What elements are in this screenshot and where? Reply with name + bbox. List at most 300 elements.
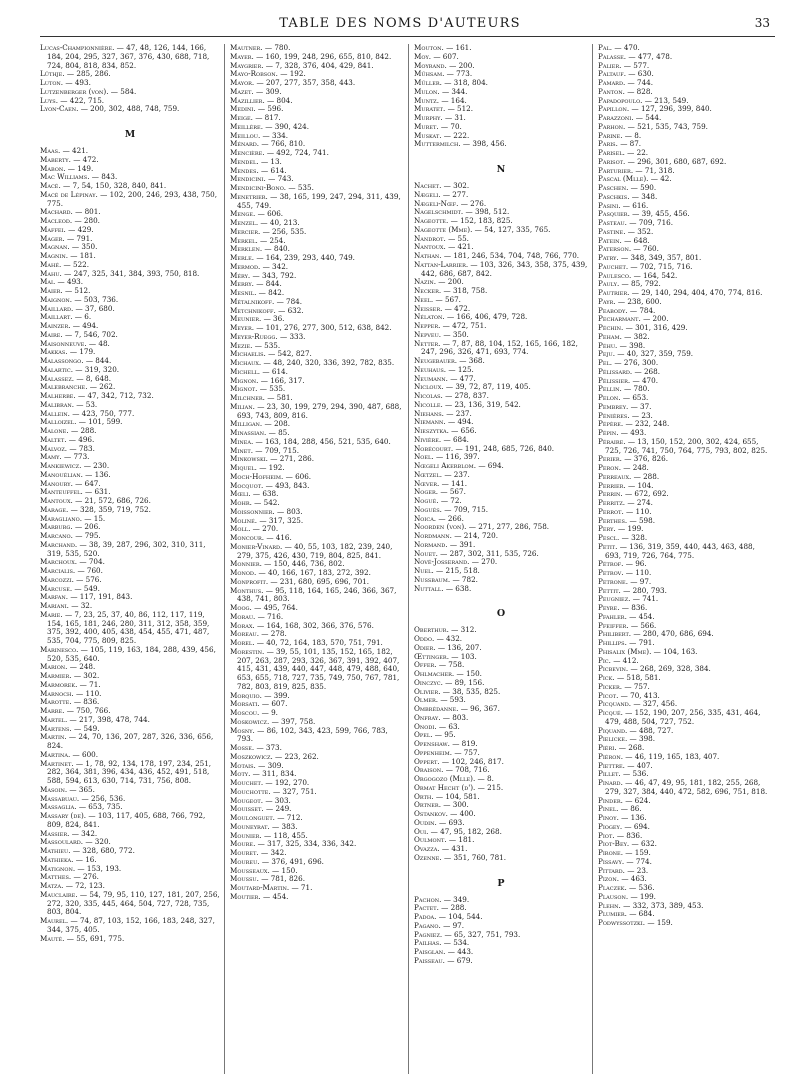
author-entry: Marage. — 328, 359, 719, 752. [40, 504, 151, 514]
author-entry: Podwyssotzki. — 159. [598, 918, 673, 927]
author-entry: Malherbe. — 47, 342, 712, 732. [40, 391, 154, 400]
author-entry: Nepveu. — 350. [414, 329, 469, 339]
author-entry: Magnan. — 350. [40, 242, 98, 252]
author-entry: Pinoy. — 136. [598, 813, 647, 822]
author-entry: Marmier. — 302. [40, 671, 100, 680]
author-entry: Nathan. — 181, 246, 534, 704, 748, 766, 770. [414, 251, 580, 260]
author-entry: Maillart. — 6. [40, 312, 92, 322]
author-entry: Mouchotte. — 327, 751. [230, 786, 317, 796]
author-entry: Petrone. — 97. [598, 576, 652, 586]
author-entry: Moskowicz. — 397, 758. [230, 716, 316, 726]
author-entry: Pélissier. — 470. [598, 375, 658, 385]
author-entry: Pauchet. — 702, 715, 716. [598, 261, 693, 271]
author-entry: Massier. — 342. [40, 828, 98, 838]
author-entry: Pirone. — 159. [598, 848, 651, 857]
section-letter-heading: P [497, 877, 505, 889]
author-entry: Müller. — 318, 804. [414, 78, 488, 87]
author-entry: Matignon. — 153, 193. [40, 863, 122, 873]
author-entry: Milchner. — 581. [230, 393, 293, 402]
author-entry: Malassongo. — 844. [40, 356, 112, 365]
author-entry: Perier. — 376, 826. [598, 454, 668, 464]
author-entry: Monier-Vinard. — 40, 55, 103, 182, 239, 240, 279, 375, 426, 430, 719, 804, 825, 841. [230, 541, 393, 560]
author-entry: Pénières. — 23. [598, 410, 653, 420]
author-entry: Nobécourt. — 191, 248, 685, 726, 840. [414, 443, 555, 453]
author-entry: Ovazza. — 431. [414, 844, 468, 853]
author-entry: Mac Williams. — 843. [40, 172, 118, 182]
author-entry: Nussbaum. — 782. [414, 574, 478, 584]
author-entry: Martinet. — 1, 78, 92, 134, 178, 197, 234, 251, 282, 364, 381, 396, 434, 436, 452, 491, 518, 588, 594, 613, 630, 714, 731, 756, 808. [40, 758, 212, 785]
author-entry: Peyre. — 836. [598, 603, 648, 612]
author-entry: Mendicini. — 743. [230, 174, 294, 184]
author-entry: Plauson. — 199. [598, 891, 656, 901]
author-entry: Menzel. — 40, 213. [230, 218, 300, 227]
author-entry: Mougeot. — 303. [230, 795, 291, 805]
author-entry: Maas. — 421. [40, 146, 89, 155]
author-entry: Nordmann. — 214, 720. [414, 531, 498, 540]
author-entry: Massary (de). — 103, 117, 405, 688, 766, 792, 809, 824, 841. [40, 811, 206, 829]
author-entry: Papillon. — 127, 296, 399, 840. [598, 104, 712, 114]
author-entry: Payr. — 238, 600. [598, 296, 662, 306]
author-entry: Medini. — 596. [230, 104, 284, 114]
author-entry: Ostankov. — 400. [414, 809, 476, 818]
author-entry: Machard. — 801. [40, 207, 101, 217]
author-entry: Mazillier. — 804. [230, 95, 293, 105]
author-entry: Menge. — 606. [230, 209, 284, 219]
author-entry: Piot-Bey. — 632. [598, 839, 657, 849]
author-entry: Neisser. — 472. [414, 303, 471, 313]
author-entry: Parisel. — 22. [598, 148, 649, 157]
author-entry: Lucas-Championnière. — 47, 48, 126, 144, 166, 184, 204, 295, 327, 367, 376, 430, 688, 718, 724, 804, 818, 834, 852. [40, 44, 210, 70]
author-entry: Manouélian. — 136. [40, 469, 111, 479]
author-entry: Noger. — 567. [414, 487, 466, 497]
author-entry: Moty. — 311, 834. [230, 769, 297, 779]
author-entry: Marchand. — 38, 39, 287, 296, 302, 310, 311, 319, 535, 520. [40, 539, 206, 558]
author-entry: Mendicini-Bono. — 535. [230, 183, 314, 192]
author-entry: Morestin. — 39, 55, 101, 135, 152, 165, 182, 207, 263, 287, 293, 326, 367, 391, 392, 407, 415, 431, 439, 440, 447, 448, 479, 488, 640, 653, 655, 718, 727, 735, 749, 750, 767, 781, 782, 803, 819, 825, 835. [230, 646, 400, 691]
author-entry: Morax. — 164, 168, 302, 366, 376, 576. [230, 620, 374, 630]
author-entry: Pissavy. — 774. [598, 856, 652, 866]
author-entry: Mariani. — 32. [40, 601, 93, 610]
author-entry: Morau. — 716. [230, 611, 284, 621]
author-entry: Mosse. — 373. [230, 743, 282, 752]
author-entry: Nantoux. — 421. [414, 242, 474, 252]
author-entry: Luys. — 422, 715. [40, 95, 105, 105]
author-entry: Mauté. — 55, 691, 775. [40, 933, 125, 943]
author-entry: Paulesco. — 164, 542. [598, 270, 678, 280]
author-entry: Mouret. — 342. [230, 848, 287, 857]
author-entry: Pettit. — 280, 793. [598, 585, 667, 595]
author-entry: Malassez. — 8, 648. [40, 373, 111, 383]
author-entry: Manoury. — 647. [40, 478, 101, 488]
author-entry: Oinczyc. — 89, 156. [414, 677, 485, 687]
author-entry: Nattan-Larrier. — 103, 326, 343, 358, 375, 439, 442, 686, 687, 842. [414, 259, 588, 278]
author-entry: Peabody. — 784. [598, 305, 656, 315]
author-entry: Mankiewicz. — 230. [40, 461, 110, 470]
author-entry: Moscou. — 9. [230, 708, 278, 717]
author-entry: Picot. — 70, 413. [598, 690, 660, 700]
author-entry: Peham. — 382. [598, 331, 650, 341]
author-entry: Pastine. — 352. [598, 226, 654, 236]
author-entry: Miquel. — 192. [230, 463, 285, 472]
author-entry: Mosny. — 86, 102, 343, 423, 599, 766, 783, 793. [230, 725, 388, 744]
author-entry: Peugniez. — 741. [598, 594, 659, 604]
author-entry: Maier. — 512. [40, 286, 91, 295]
author-entry: Matza. — 72, 123. [40, 881, 105, 890]
author-entry: Nogués. — 709, 715. [414, 504, 489, 514]
author-entry: Necker. — 318, 758. [414, 286, 488, 295]
author-entry: Mathieka. — 16. [40, 854, 97, 864]
author-entry: Meyer-Ruegg. — 333. [230, 331, 306, 341]
author-entry: Pailhas. — 534. [414, 938, 470, 948]
author-entry: Moussu. — 781, 826. [230, 874, 305, 884]
author-entry: Pétrof. — 96. [598, 559, 647, 569]
author-entry: Moszkowicz. — 223, 262. [230, 751, 319, 761]
author-entry: Olmer. — 593. [414, 695, 466, 705]
author-entry: Makkas. — 179. [40, 347, 96, 357]
author-entry: Paschkis. — 348. [598, 191, 658, 201]
author-entry: Moulonguet. — 712. [230, 813, 303, 822]
author-entry: Malebranche. — 262. [40, 382, 116, 392]
author-entry: Phillips. — 791. [598, 638, 655, 647]
author-entry: Picqué. — 152, 190, 207, 256, 335, 431, 464, 479, 488, 504, 727, 752. [598, 708, 761, 726]
author-entry: Petit. — 136, 319, 359, 440, 443, 463, 488, 693, 719, 726, 764, 775. [598, 541, 755, 560]
author-entry: Paisglan. — 443. [414, 947, 474, 956]
author-entry: Nægeli. — 277. [414, 189, 469, 199]
page-title: TABLE DES NOMS D'AUTEURS [279, 16, 521, 31]
author-entry: Michell. — 614. [230, 366, 288, 376]
author-entry: Pautrier. — 29, 140, 294, 404, 470, 774, 816. [598, 288, 763, 297]
author-entry: Massabuau. — 256, 536. [40, 793, 126, 803]
author-entry: Padoa. — 104, 544. [414, 912, 483, 921]
author-entry: Noorden (von). — 271, 277, 286, 758. [414, 522, 550, 532]
author-entry: Ménard. — 766, 810. [230, 139, 306, 149]
author-entry: Mignot. — 535. [230, 384, 286, 394]
author-entry: Macé. — 7, 54, 150, 328, 840, 841. [40, 181, 167, 190]
author-entry: Mager. — 791. [40, 233, 93, 243]
author-entry: Marotte. — 836. [40, 697, 100, 707]
author-entry: Morsati. — 607. [230, 699, 288, 709]
author-entry: Marcozzi. — 576. [40, 574, 102, 584]
author-entry: Mabon. — 149. [40, 163, 94, 173]
author-entry: Mouisset. — 249. [230, 804, 292, 814]
author-entry: Peju. — 40, 327, 359, 759. [598, 349, 694, 359]
author-entry: Perrier. — 104. [598, 480, 654, 490]
author-entry: Parazzoni. — 544. [598, 113, 662, 122]
author-entry: Merklen. — 840. [230, 244, 290, 254]
author-entry: Macleod. — 280. [40, 216, 100, 225]
author-entry: Meyer. — 101, 276, 277, 300, 512, 638, 842. [230, 323, 392, 332]
author-entry: Marcuse. — 549. [40, 583, 100, 593]
author-entry: Marnoch. — 110. [40, 688, 102, 698]
author-entry: Pery. — 199. [598, 524, 644, 534]
author-entry: Maffei. — 429. [40, 224, 94, 234]
author-entry: Mesnil. — 842. [230, 288, 285, 297]
author-entry: Mœli. — 638. [230, 489, 279, 499]
author-entry: Pactet. — 288. [414, 903, 467, 913]
author-entry: Ormat Hecht (d'). — 215. [414, 782, 504, 792]
author-entry: Paterson. — 760. [598, 244, 659, 254]
author-entry: Masoin. — 365. [40, 784, 95, 794]
author-entry: Mathieu. — 328, 680, 772. [40, 846, 135, 855]
author-entry: Niemann. — 494. [414, 417, 474, 427]
author-entry: Pinder. — 624. [598, 795, 651, 805]
author-entry: Méry. — 343, 792. [230, 270, 297, 280]
author-entry: Mousseaux. — 150. [230, 865, 298, 875]
author-entry: Mainzer. — 494. [40, 321, 99, 330]
author-entry: Nageotte (Mme). — 54, 127, 335, 765. [414, 224, 551, 234]
author-entry: Magnin. — 181. [40, 251, 96, 260]
author-entry: Nœgeli Akerblom. — 694. [414, 461, 504, 470]
author-entry: Nové-Josserand. — 270. [414, 557, 498, 567]
author-entry: Oudin. — 693. [414, 817, 465, 827]
author-entry: Philibert. — 280, 470, 686, 694. [598, 629, 714, 639]
author-entry: Maillard. — 37, 680. [40, 303, 115, 313]
author-entry: Onodi. — 63. [414, 721, 460, 731]
author-entry: Pick. — 518, 581. [598, 673, 661, 682]
author-entry: Motais. — 309. [230, 760, 284, 770]
author-entry: Pasini. — 616. [598, 200, 649, 210]
author-entry: Matthes. — 276. [40, 872, 99, 882]
author-entry: Oddo. — 432. [414, 634, 463, 643]
author-entry: Pizon. — 463. [598, 874, 647, 884]
author-entry: Pascal (Mlle). — 42. [598, 174, 672, 184]
author-entry: Mercier. — 256, 535. [230, 226, 307, 236]
author-entry: Moyrand. — 200. [414, 60, 475, 70]
author-entry: Péraire. — 13, 150, 152, 200, 302, 424, 655, 725, 726, 741, 750, 764, 775, 793, 802, 825. [598, 436, 768, 455]
author-entry: Parisot. — 296, 301, 680, 687, 692. [598, 156, 727, 166]
author-entry: Mouneyrat. — 383. [230, 821, 298, 831]
author-entry: Métalnikoff. — 784. [230, 296, 303, 306]
author-entry: Picquand. — 327, 456. [598, 699, 678, 709]
author-entry: Moreau. — 278. [230, 629, 287, 639]
author-entry: Milian. — 23, 30, 199, 279, 294, 390, 487, 688, 693, 743, 809, 816. [230, 401, 402, 420]
author-entry: Pittard. — 23. [598, 865, 649, 875]
author-entry: Massoulard. — 320. [40, 837, 111, 847]
author-entry: Malone. — 288. [40, 426, 97, 435]
author-entry: Ohlmacher. — 150. [414, 669, 482, 678]
author-entry: Marburg. — 206. [40, 522, 101, 532]
author-entry: Massaglia. — 653, 735. [40, 802, 123, 812]
author-entry: Merry. — 844. [230, 279, 282, 289]
author-entry: Morquio. — 399. [230, 690, 290, 700]
author-entry: Neumann. — 477. [414, 373, 476, 383]
author-entry: Perreaux. — 288. [598, 471, 660, 481]
author-entry: Macé de Lépinay. — 102, 200, 246, 293, 438, 750, 775. [40, 189, 218, 208]
author-entry: Pellin. — 780. [598, 384, 650, 394]
index-column [592, 44, 776, 1074]
author-entry: Nœtzel. — 237. [414, 469, 470, 479]
author-entry: Moncour. — 416. [230, 533, 292, 542]
author-entry: Michaelis. — 542, 827. [230, 349, 312, 359]
author-entry: Pépin. — 493. [598, 428, 647, 437]
author-entry: Pachon. — 349. [414, 894, 470, 904]
author-entry: Perthes. — 598. [598, 515, 655, 525]
author-entry: Monprofit. — 231, 680, 695, 696, 701. [230, 576, 370, 586]
author-entry: Ozenne. — 351, 760, 781. [414, 852, 507, 862]
author-entry: Malartic. — 319, 320. [40, 364, 120, 374]
author-entry: Marinesco. — 105, 119, 163, 184, 288, 439, 456, 520, 535, 640. [40, 644, 216, 663]
author-entry: Meillère. — 390, 424. [230, 121, 310, 131]
author-entry: Perrin. — 672, 692. [598, 489, 669, 499]
author-entry: Maignon. — 503, 736. [40, 294, 119, 304]
author-entry: Pasteau. — 709, 716. [598, 218, 674, 227]
author-entry: Oui. — 47, 95, 182, 268. [414, 826, 502, 836]
author-entry: Nageotte. — 152, 183, 825. [414, 216, 513, 225]
author-entry: Pfeiffer. — 566. [598, 620, 657, 630]
author-entry: Noel. — 116, 397. [414, 452, 480, 462]
author-entry: Nœver. — 141. [414, 478, 468, 488]
author-entry: Mayo-Robson. — 192. [230, 69, 306, 79]
author-entry: Parine. — 8. [598, 130, 642, 140]
author-entry: Minet. — 709, 715. [230, 445, 300, 455]
author-entry: Parturier. — 71, 318. [598, 165, 675, 175]
author-entry: Picbevin. — 268, 269, 328, 384. [598, 664, 711, 674]
author-entry: Lutzenberger (von). — 584. [40, 86, 137, 96]
author-entry: Niehans. — 237. [414, 408, 472, 418]
author-entry: Maberty. — 472. [40, 154, 99, 164]
author-entry: Nélaton. — 166, 406, 479, 728. [414, 312, 528, 322]
author-entry: Péchin. — 301, 316, 429. [598, 323, 688, 332]
author-entry: Pépère. — 232, 248. [598, 419, 670, 429]
author-entry: Mayor. — 207, 277, 357, 358, 443. [230, 78, 356, 87]
author-index-columns [40, 44, 776, 1074]
author-entry: Muret. — 70. [414, 121, 462, 131]
author-entry: Martel. — 217, 398, 478, 744. [40, 714, 150, 724]
author-entry: Malloizel. — 101, 599. [40, 417, 123, 427]
author-entry: Odier. — 136, 207. [414, 642, 482, 652]
author-entry: Nicloux. — 39, 72, 87, 119, 405. [414, 382, 531, 392]
author-entry: Offer. — 758. [414, 660, 465, 670]
author-entry: Meunier. — 36. [230, 314, 285, 324]
author-entry: Orth. — 104, 581. [414, 791, 480, 801]
author-entry: Merkel. — 254. [230, 235, 286, 245]
author-entry: Pel. — 276, 300. [598, 358, 659, 367]
author-entry: Mamy. — 773. [40, 452, 90, 462]
author-entry: Plumier. — 684. [598, 909, 655, 919]
author-entry: Phisalix (Mme). — 104, 163. [598, 646, 698, 656]
author-entry: Mayer. — 160, 199, 248, 296, 655, 810, 842. [230, 51, 392, 61]
author-entry: Mermod. — 342. [230, 261, 289, 271]
author-entry: Piéri. — 268. [598, 743, 645, 752]
author-entry: Oppert. — 102, 246, 817. [414, 756, 504, 766]
author-entry: Piettre. — 407. [598, 760, 653, 770]
author-entry: Nouet. — 287, 302, 311, 535, 726. [414, 548, 539, 558]
author-entry: Mouton. — 161. [414, 44, 472, 52]
author-entry: Moutier. — 454. [230, 891, 289, 901]
author-entry: Oraison. — 708, 716. [414, 765, 490, 775]
index-column [40, 44, 224, 1074]
author-entry: Moy. — 607. [414, 51, 459, 61]
author-entry: Paris. — 87. [598, 139, 642, 149]
author-entry: Olivier. — 38, 535, 825. [414, 686, 501, 696]
author-entry: Netter. — 7, 87, 88, 104, 152, 165, 166, 182, 247, 296, 326, 471, 693, 774. [414, 338, 578, 357]
author-entry: Paisseau. — 679. [414, 955, 473, 965]
author-entry: Meige. — 817. [230, 113, 281, 122]
author-entry: Mocquot. — 493, 843. [230, 480, 310, 490]
author-entry: Perritz. — 274. [598, 498, 653, 507]
author-entry: Lüthje. — 285, 286. [40, 69, 111, 79]
author-entry: Moch-Hofheim. — 606. [230, 471, 312, 481]
author-entry: Nazin. — 200. [414, 277, 464, 287]
author-entry: Moissonnier. — 803. [230, 506, 303, 516]
author-entry: Mühsam. — 773. [414, 69, 473, 79]
index-column [224, 44, 408, 1074]
author-entry: Neel. — 567. [414, 294, 461, 304]
author-entry: Merle. — 164, 239, 293, 440, 749. [230, 253, 355, 262]
author-entry: Maygrier. — 7, 328, 376, 404, 429, 841. [230, 60, 374, 70]
author-entry: Opel. — 95. [414, 730, 456, 740]
author-entry: Milligan. — 208. [230, 419, 290, 429]
author-entry: Nepper. — 472, 751. [414, 321, 487, 330]
author-entry: Mazet. — 309. [230, 86, 282, 96]
author-entry: Mendel. — 13. [230, 156, 282, 166]
author-entry: Minkowski. — 271, 286. [230, 454, 315, 464]
author-entry: Martina. — 600. [40, 749, 98, 759]
author-entry: Neuhaus. — 125. [414, 364, 474, 374]
author-entry: Mohr. — 542. [230, 498, 280, 507]
author-entry: Moliné. — 317, 325. [230, 515, 304, 525]
author-entry: Maisonneuve. — 48. [40, 338, 110, 348]
author-entry: Minassian. — 85. [230, 428, 290, 437]
author-entry: Mulon. — 344. [414, 86, 468, 96]
index-column [408, 44, 592, 1074]
author-entry: Monod. — 40, 166, 167, 183, 272, 392. [230, 568, 371, 577]
author-entry: Marre. — 750, 766. [40, 706, 111, 715]
author-entry: Maragliano. — 15. [40, 513, 106, 523]
author-entry: Œttinger. — 103. [414, 651, 477, 661]
author-entry: Pelon. — 653. [598, 393, 649, 402]
author-entry: Palier. — 577. [598, 60, 650, 70]
author-entry: Moll. — 270. [230, 524, 279, 534]
author-entry: Patein. — 648. [598, 235, 650, 245]
author-entry: Pamard. — 744. [598, 78, 654, 87]
author-entry: Pecharmant. — 200. [598, 314, 669, 324]
author-entry: Pembrey. — 37. [598, 401, 652, 411]
author-entry: Martin. — 24, 70, 136, 207, 287, 326, 336, 656, 824. [40, 732, 214, 750]
author-entry: Normand. — 391. [414, 539, 476, 549]
author-entry: Pauly. — 85, 792. [598, 279, 661, 289]
author-entry: Pielicke. — 398. [598, 734, 656, 744]
author-entry: Moutard-Martin. — 71. [230, 883, 313, 892]
author-entry: Luton. — 493. [40, 78, 91, 87]
author-entry: Monnier. — 150, 446, 736, 802. [230, 559, 345, 569]
author-entry: Mignon. — 166, 317. [230, 375, 305, 385]
author-entry: Pfahler. — 454. [598, 611, 655, 621]
author-entry: Oppenheim. — 757. [414, 747, 480, 757]
author-entry: Marfan. — 117, 191, 843. [40, 592, 133, 602]
author-entry: Muttermilch. — 398, 456. [414, 139, 507, 149]
author-entry: Muskat. — 222. [414, 130, 470, 140]
author-entry: Moog. — 495, 764. [230, 603, 298, 612]
author-entry: Neugebauer. — 368. [414, 356, 485, 365]
author-entry: Monthus. — 95, 118, 164, 165, 246, 366, 367, 438, 741, 803. [230, 585, 397, 604]
header-rule [40, 36, 775, 37]
author-entry: Marion. — 248. [40, 662, 96, 672]
author-entry: Picker. — 757. [598, 681, 650, 691]
author-entry: Noica. — 266. [414, 513, 464, 523]
author-entry: Lyon-Caen. — 200, 302, 488, 748, 759. [40, 104, 180, 114]
author-entry: Mencière. — 492, 724, 741. [230, 148, 329, 157]
author-entry: Péhu. — 398. [598, 340, 646, 350]
author-entry: Paltauf. — 630. [598, 69, 654, 79]
author-entry: Pagano. — 97. [414, 920, 464, 930]
author-entry: Piot. — 836. [598, 830, 643, 840]
author-entry: Petrov. — 110. [598, 568, 652, 577]
author-entry: Onfray. — 803. [414, 712, 469, 722]
author-entry: Moureu. — 376, 491, 696. [230, 856, 324, 866]
author-entry: Patry. — 348, 349, 357, 801. [598, 253, 702, 262]
author-entry: Marchoux. — 704. [40, 557, 105, 567]
